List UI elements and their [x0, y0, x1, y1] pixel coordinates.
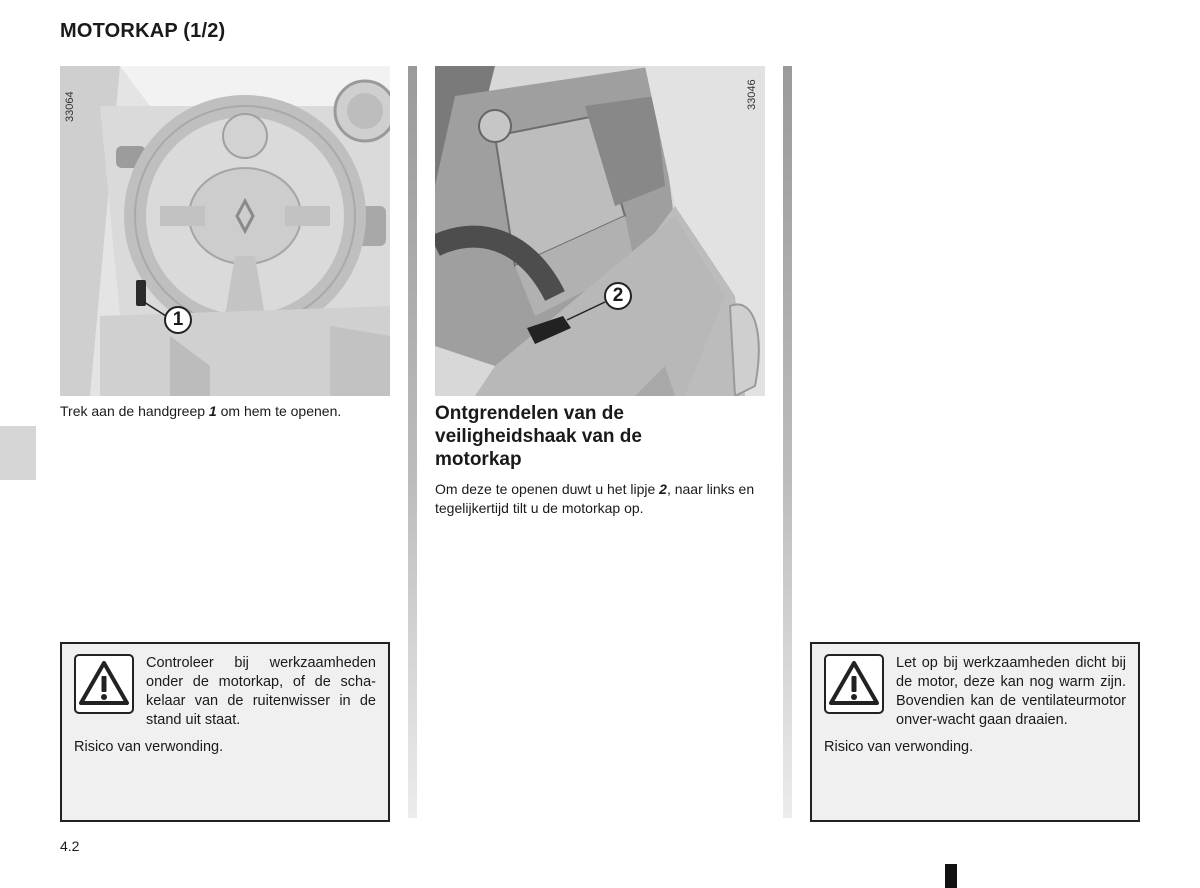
image-code-left: 33064	[64, 91, 76, 122]
body-ref-2: 2	[659, 481, 667, 497]
section-heading	[435, 402, 775, 471]
warning-triangle-icon	[824, 654, 884, 714]
body-text-2: , naar links en tegelijkertijd tilt u de motorkap op.	[435, 481, 755, 516]
warning-box-2	[810, 642, 1140, 822]
heading-line-2: veiligheidshaak van de	[435, 426, 642, 447]
warning-risk-2: Risico van verwonding.	[824, 739, 974, 755]
warning-box-1	[60, 642, 390, 822]
caption-text-2: om hem te openen.	[216, 403, 342, 419]
warning-text-2: Let op bij werkzaamheden dicht bij de motor, deze kan nog warm zijn. Bovendien kan de ventilateurmotor onver-wacht gaan draaien.	[896, 655, 1126, 728]
page-title: MOTORKAP (1/2)	[60, 20, 226, 42]
column-divider-2	[783, 66, 792, 818]
section-body	[435, 480, 770, 518]
column-divider-1	[408, 66, 417, 818]
engine-illustration	[435, 66, 765, 396]
warning-risk-1: Risico van verwonding.	[74, 739, 224, 755]
left-caption	[60, 402, 400, 421]
warning-text-1: Controleer bij werkzaamheden onder de motorkap, of de scha-kelaar van de ruitenwisser in de stand uit staat.	[146, 655, 376, 728]
caption-ref-1: 1	[208, 403, 217, 419]
warning-triangle-icon	[74, 654, 134, 714]
callout-2: 2	[612, 285, 624, 306]
page-number: 4.2	[60, 838, 80, 854]
caption-text-1: Trek aan de handgreep	[60, 403, 209, 419]
body-text-1: Om deze te openen duwt u het lipje	[435, 481, 660, 497]
heading-line-1: Ontgrendelen van de	[435, 403, 624, 424]
page-edge-marker	[945, 864, 957, 888]
chapter-tab	[0, 426, 36, 480]
heading-line-3: motorkap	[435, 449, 522, 470]
callout-1: 1	[172, 309, 184, 330]
image-code-middle: 33046	[746, 79, 758, 110]
dashboard-illustration	[60, 66, 390, 396]
